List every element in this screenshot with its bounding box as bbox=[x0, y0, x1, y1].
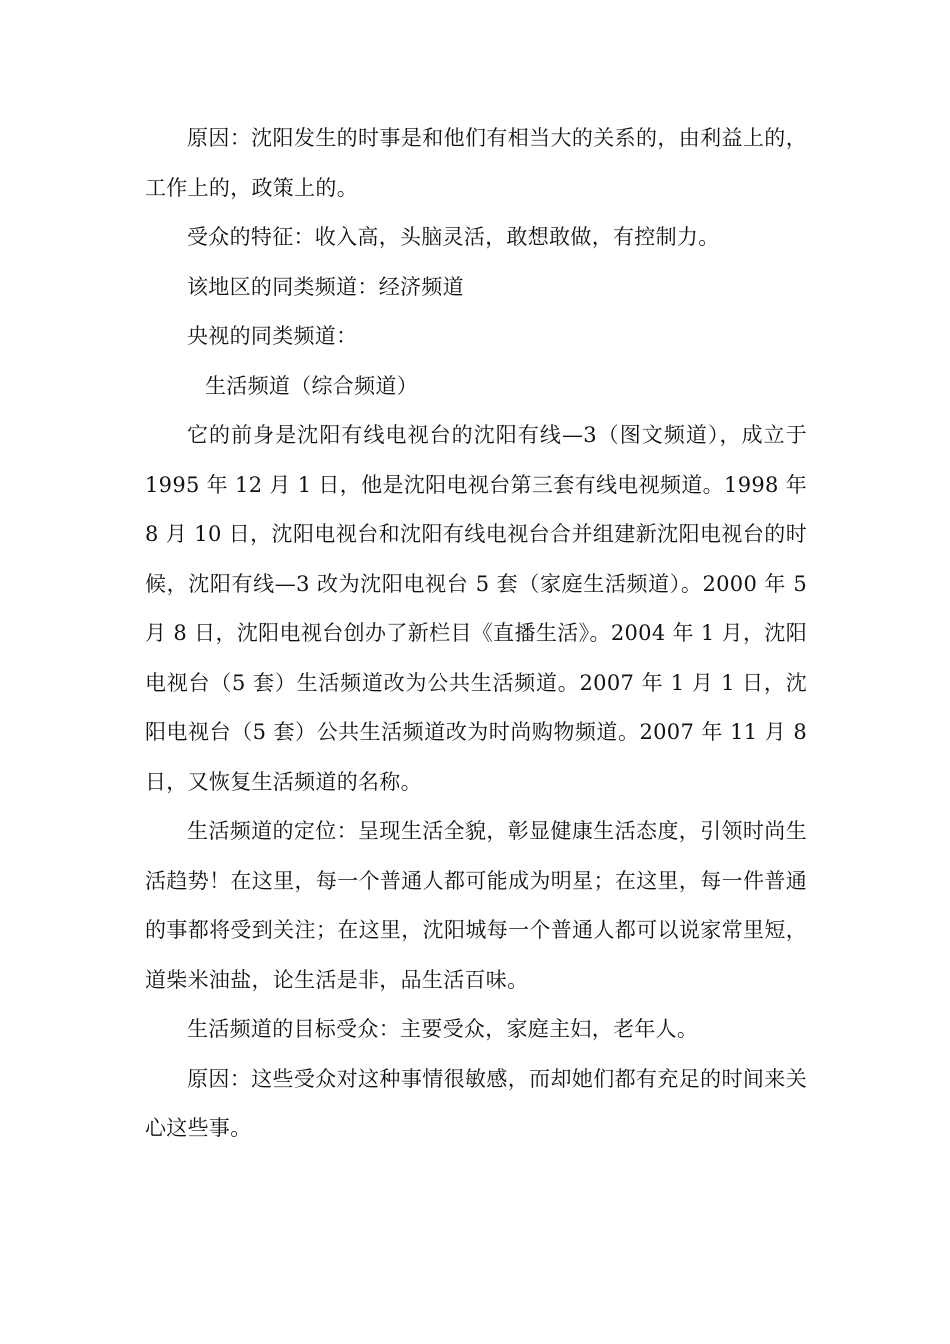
paragraph-target-audience: 生活频道的目标受众：主要受众，家庭主妇，老年人。 bbox=[187, 1017, 699, 1041]
paragraph-audience-reason: 原因：这些受众对这种事情很敏感，而却她们都有充足的时间来关心这些事。 bbox=[145, 1066, 807, 1140]
paragraph-local-similar-channel: 该地区的同类频道：经济频道 bbox=[187, 274, 464, 299]
paragraph-reason: 原因：沈阳发生的时事是和他们有相当大的关系的，由利益上的，工作上的，政策上的。 bbox=[145, 126, 807, 200]
paragraph-channel-positioning: 生活频道的定位：呈现生活全貌，彰显健康生活态度，引领时尚生活趋势！在这里，每一个普通人都可能成为明星；在这里，每一件普通的事都将受到关注；在这里，沈阳城每一个普通人都可以说家常里短，道柴米油盐，论生活是非，品生活百味。 bbox=[145, 819, 807, 992]
section-heading: 生活频道（综合频道） bbox=[205, 373, 418, 398]
paragraph-channel-history: 它的前身是沈阳有线电视台的沈阳有线—3（图文频道），成立于 1995 年 12 月 1 日，他是沈阳电视台第三套有线电视频道。1998 年 8 月 10 日，沈阳电视台和沈阳有线电视台合并组建新沈阳电视台的时候，沈阳有线—3 改为沈阳电视台 5 套（家庭生活频道）。2000 年 5 月 8 日，沈阳电视台创办了新栏目《直播生活》。2004 年 1 月，沈阳电视台（5 套）生活频道改为公共生活频道。2007 年 1 月 1 日，沈阳电视台（5 套）公共生活频道改为时尚购物频道。2007 年 11 月 8 日，又恢复生活频道的名称。 bbox=[145, 423, 807, 794]
paragraph-audience-traits: 受众的特征：收入高，头脑灵活，敢想敢做，有控制力。 bbox=[187, 225, 720, 249]
paragraph-cctv-similar-channel: 央视的同类频道： bbox=[187, 324, 358, 348]
document-body bbox=[145, 114, 807, 1154]
